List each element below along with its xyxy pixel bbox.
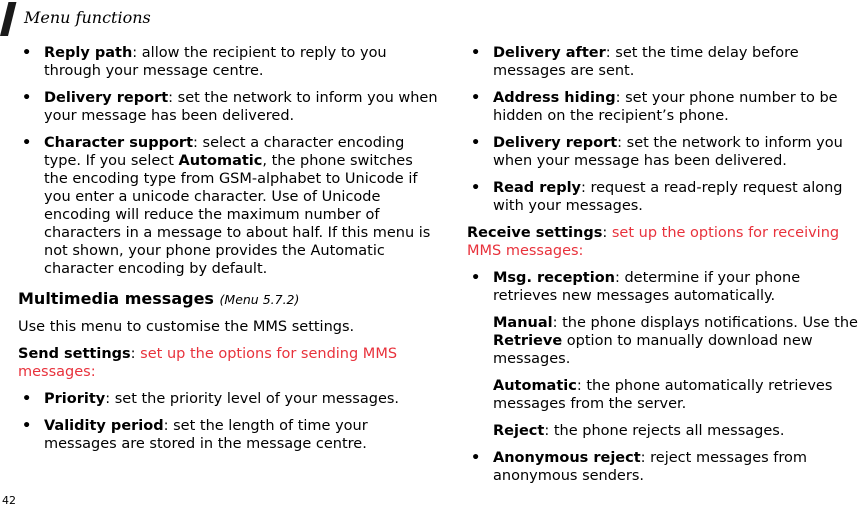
bullet-icon: •: [22, 418, 32, 434]
bullet-icon: •: [22, 45, 32, 61]
option-reject: Reject: the phone rejects all messages.: [493, 423, 785, 439]
bullet-icon: •: [471, 270, 481, 286]
list-item-msg-reception: • Msg. reception: determine if your phone retrieves new messages automatically.: [471, 270, 801, 304]
left-column: [18, 44, 438, 462]
receive-settings-paragraph: Receive settings: set up the options for receiving MMS messages:: [467, 225, 840, 259]
send-settings-paragraph: Send settings: set up the options for sending MMS messages:: [18, 346, 398, 380]
list-item-read-reply: • Read reply: request a read-reply request along with your messages.: [471, 180, 843, 214]
bullet-icon: •: [22, 90, 32, 106]
list-item-character-support: • Character support: select a character encoding type. If you select Automatic, the phone switches the encoding type from GSM-alphabet to Unicode if you enter a unicode character. Use of Unicode encoding will reduce the maximum number of characters in a message to about half. If this menu is not shown, your phone provides the Automatic character encoding by default.: [22, 135, 431, 277]
bullet-icon: •: [471, 135, 481, 151]
bullet-icon: •: [22, 135, 32, 151]
bullet-icon: •: [471, 180, 481, 196]
list-item-delivery-report: • Delivery report: set the network to inform you when your message has been delivered.: [22, 90, 438, 124]
section-title: Multimedia messages (Menu 5.7.2): [18, 289, 300, 308]
list-item-reply-path: • Reply path: allow the recipient to reply to you through your message centre.: [22, 45, 387, 79]
list-item-address-hiding: • Address hiding: set your phone number to be hidden on the recipient’s phone.: [471, 90, 838, 124]
bullet-icon: •: [471, 45, 481, 61]
list-item-validity-period: • Validity period: set the length of time your messages are stored in the message centre.: [22, 418, 368, 452]
list-item-delivery-after: • Delivery after: set the time delay before messages are sent.: [471, 45, 799, 79]
list-item-anonymous-reject: • Anonymous reject: reject messages from anonymous senders.: [471, 450, 808, 484]
page-header-title: Menu functions: [24, 8, 151, 27]
option-automatic: Automatic: the phone automatically retrieves messages from the server.: [493, 378, 833, 412]
header-bar: [0, 2, 16, 36]
section-intro: Use this menu to customise the MMS settings.: [18, 319, 355, 335]
option-manual: Manual: the phone displays notifications. Use the Retrieve option to manually download new messages.: [493, 315, 858, 367]
page-number: 42: [2, 494, 16, 507]
bullet-icon: •: [22, 391, 32, 407]
menu-reference: (Menu 5.7.2): [219, 292, 300, 307]
bullet-icon: •: [471, 450, 481, 466]
bullet-icon: •: [471, 90, 481, 106]
list-item-delivery-report: • Delivery report: set the network to inform you when your message has been delivered.: [471, 135, 843, 169]
right-column: [467, 44, 867, 494]
list-item-priority: • Priority: set the priority level of your messages.: [22, 391, 400, 407]
